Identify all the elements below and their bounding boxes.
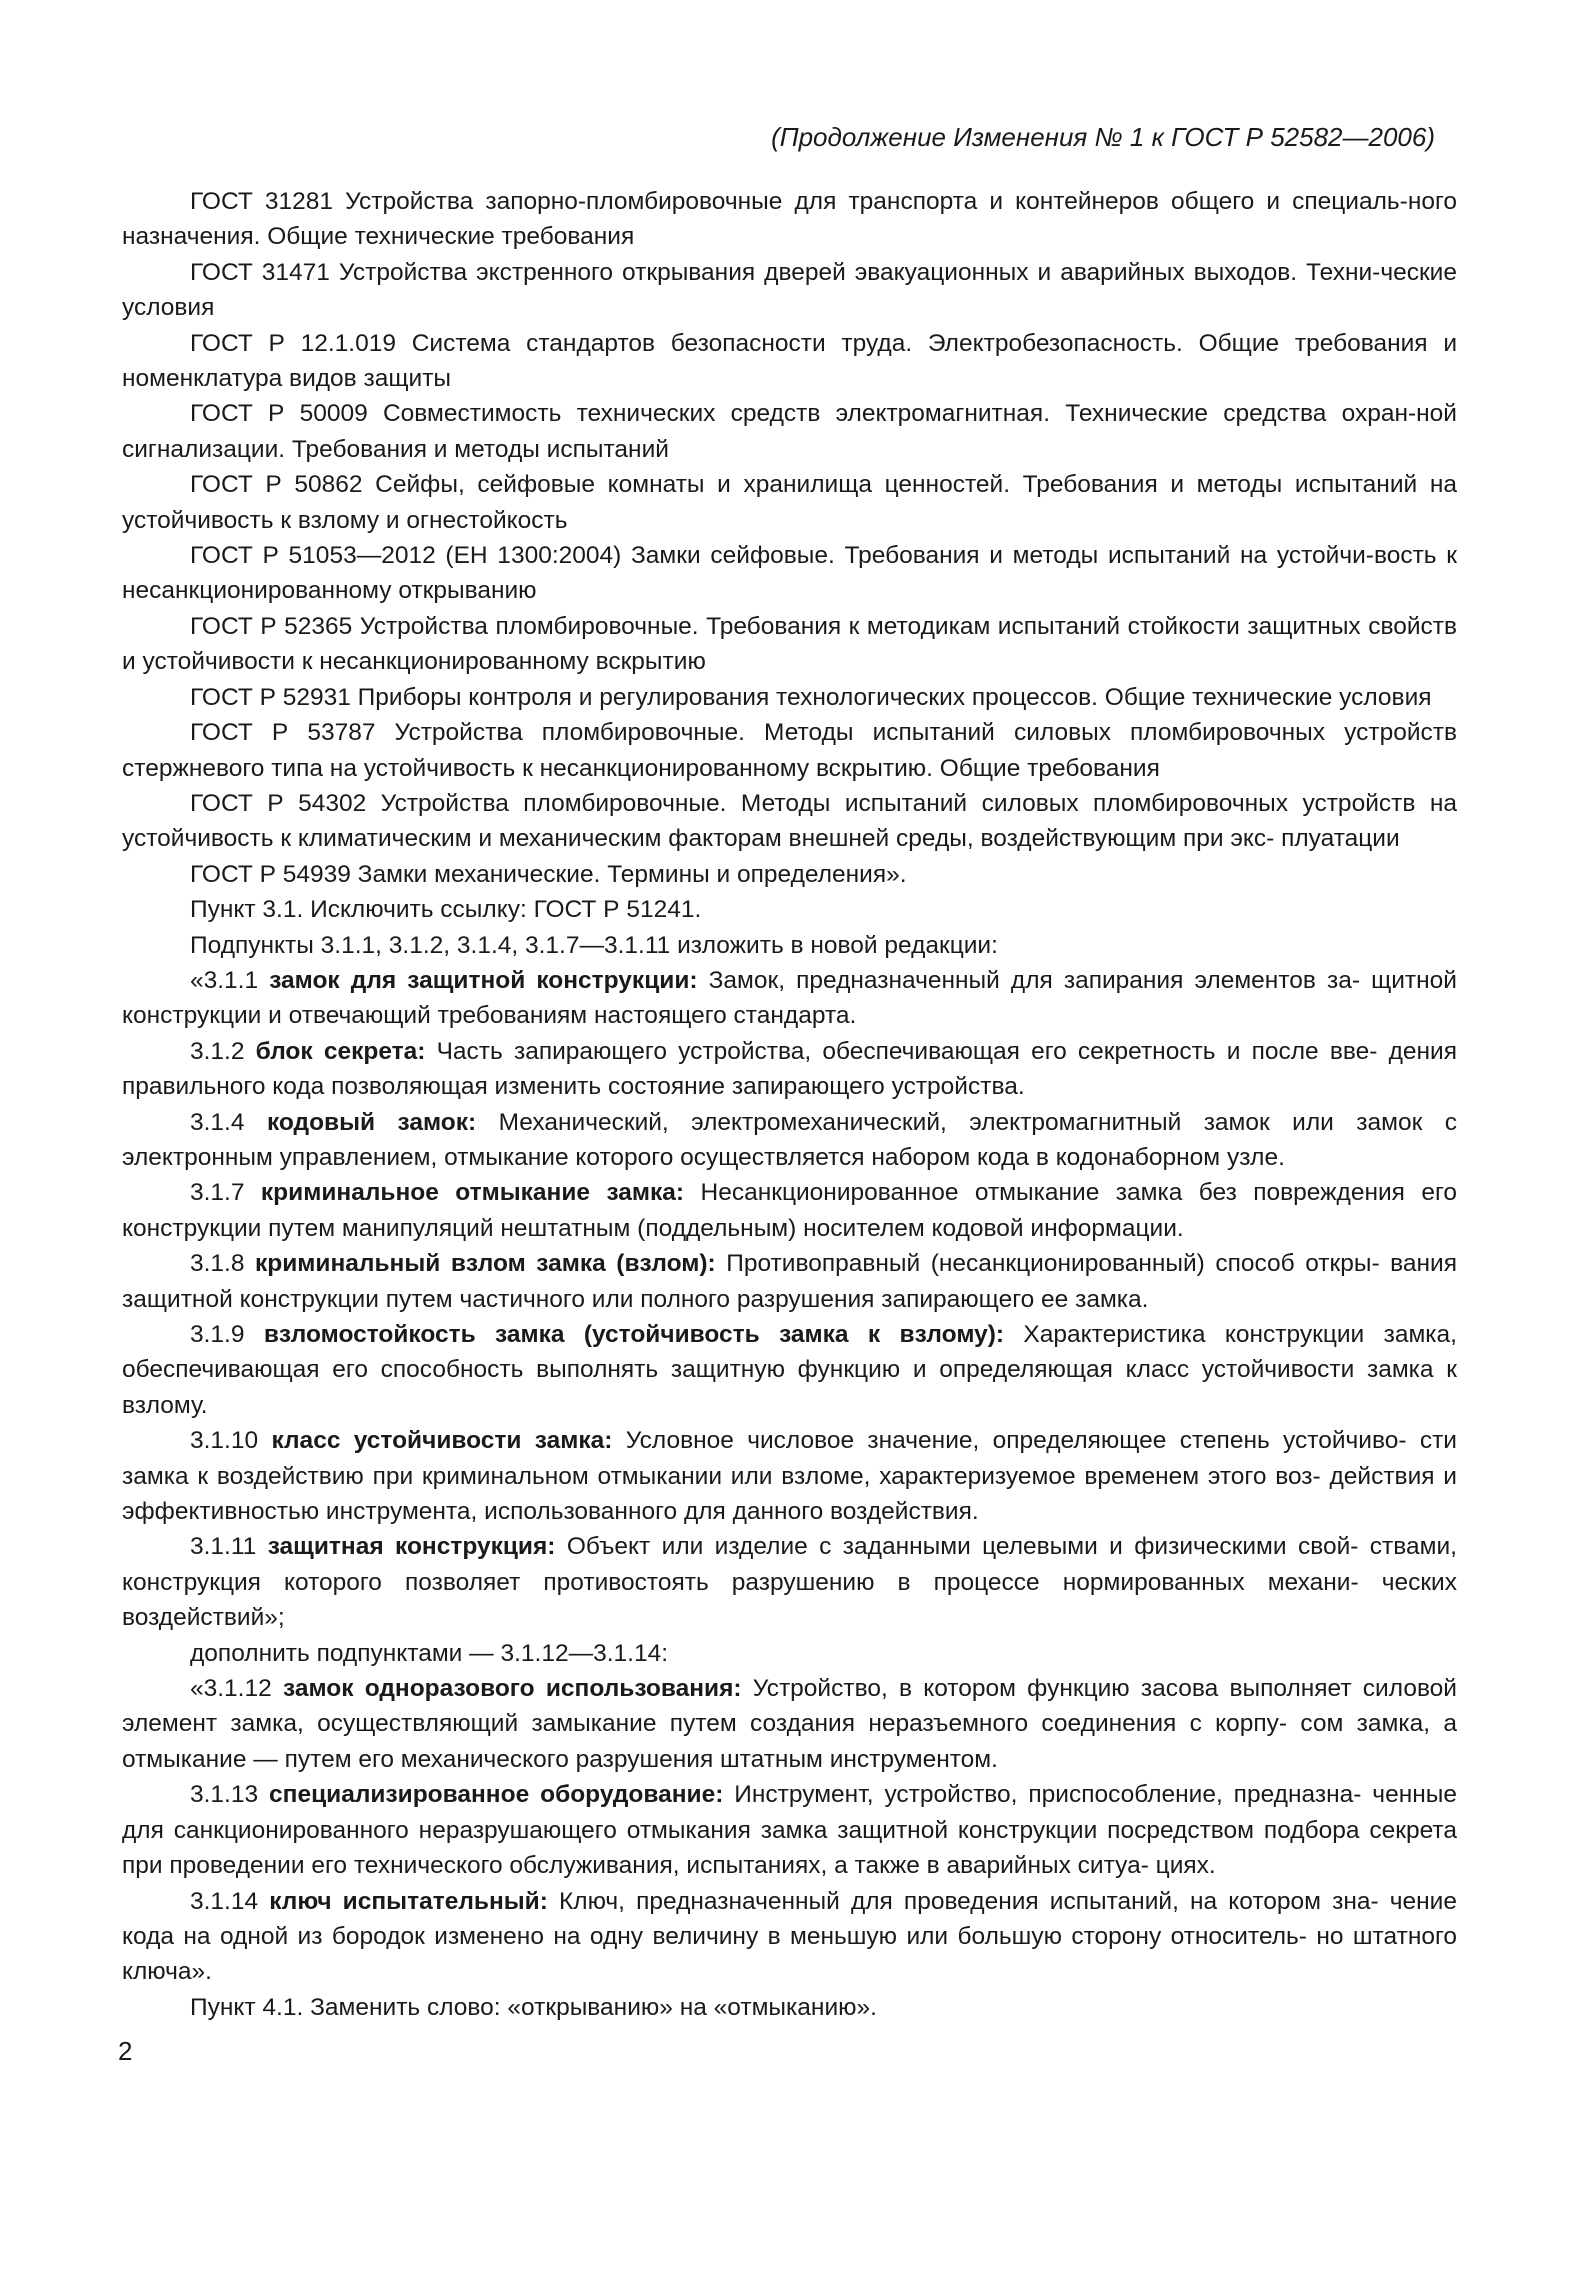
paragraph-text: Противоправный (несанкционированный) способ откры- вания защитной конструкции путем частичного или полного разрушения запирающего ее замка. xyxy=(122,1250,1457,1313)
paragraph-text: стержневого типа на устойчивость к несанкционированному вскрытию. Общие требования xyxy=(122,754,1160,782)
defined-term: замок одноразового использования: xyxy=(282,1675,742,1703)
paragraph-lead: Пункт 3.1. Исключить ссылку: ГОСТ Р 51241. xyxy=(190,896,702,924)
paragraph-lead: Пункт 4.1. Заменить слово: «открыванию» на «отмыканию». xyxy=(190,1993,877,2021)
paragraph-text: Замок, предназначенный для запирания элементов за- щитной конструкции и отвечающий требованиям настоящего стандарта. xyxy=(122,966,1457,1030)
paragraph-lead: ГОСТ 31471 Устройства экстренного открывания дверей эвакуационных и аварийных выходов. Техни- xyxy=(190,258,1381,286)
page-number: 2 xyxy=(118,2036,133,2066)
defined-term: специализированное оборудование: xyxy=(269,1781,724,1809)
paragraph-lead: ГОСТ Р 52365 Устройства пломбировочные. Требования к методикам испытаний стойкости защитных xyxy=(190,612,1361,640)
paragraph xyxy=(122,1529,1457,1635)
paragraph-text: Ключ, предназначенный для проведения испытаний, на котором зна- чение кода на одной из бородок изменено на одну величину в меньшую или большую сторону относитель- но штатного ключа». xyxy=(122,1887,1457,1986)
paragraph xyxy=(122,715,1457,786)
paragraph-text: на устойчивость к взлому и огнестойкость xyxy=(122,471,1457,534)
defined-term: блок секрета: xyxy=(255,1037,426,1065)
paragraph xyxy=(122,609,1457,680)
paragraph xyxy=(122,1636,1457,1671)
paragraph xyxy=(122,1990,1457,2025)
paragraph xyxy=(122,1317,1457,1423)
paragraph-lead: ГОСТ Р 50862 Сейфы, сейфовые комнаты и хранилища ценностей. Требования и методы испытаний xyxy=(190,471,1418,499)
paragraph-lead: 3.1.7 xyxy=(190,1179,261,1207)
paragraph-lead: 3.1.14 xyxy=(190,1887,270,1915)
paragraph-text: свойств и устойчивости к несанкционированному вскрытию xyxy=(122,612,1457,676)
paragraph-lead: «3.1.12 xyxy=(190,1675,283,1703)
paragraph-lead: дополнить подпунктами — 3.1.12—3.1.14: xyxy=(190,1639,669,1667)
paragraph xyxy=(122,928,1457,963)
paragraph-text: Часть запирающего устройства, обеспечивающая его секретность и после вве- дения правильного кода позволяющая изменить состояние запирающего устройства. xyxy=(122,1037,1457,1101)
paragraph xyxy=(122,1034,1457,1105)
paragraph xyxy=(122,396,1457,467)
paragraph xyxy=(122,326,1457,397)
paragraph-lead: ГОСТ Р 51053—2012 (ЕН 1300:2004) Замки сейфовые. Требования и методы испытаний на устойчи- xyxy=(190,542,1374,570)
paragraph-lead: ГОСТ 31281 Устройства запорно-пломбировочные для транспорта и контейнеров общего и специаль- xyxy=(190,188,1408,215)
paragraph-text: вость к несанкционированному открыванию xyxy=(122,542,1457,605)
paragraph-lead: 3.1.13 xyxy=(190,1781,270,1809)
paragraph xyxy=(122,963,1457,1034)
paragraph-text: условия xyxy=(1339,683,1432,711)
paragraph-lead: ГОСТ Р 12.1.019 Система стандартов безопасности труда. Электробезопасность. Общие требования xyxy=(190,329,1428,357)
paragraph xyxy=(122,680,1457,715)
paragraph-text: Объект или изделие с заданными целевыми и физическими свой- ствами, конструкция которого позволяет противостоять разрушению в процессе нормированных механи- ческих воздействий»; xyxy=(122,1533,1457,1632)
running-header: (Продолжение Изменения № 1 к ГОСТ Р 52582—2006) xyxy=(771,122,1435,152)
paragraph-lead: «3.1.1 xyxy=(190,966,270,994)
defined-term: взломостойкость замка (устойчивость замка к взлому): xyxy=(263,1321,1005,1348)
paragraph xyxy=(122,857,1457,892)
paragraph-text: Инструмент, устройство, приспособление, предназна- ченные для санкционированного неразрушающего отмыкания замка защитной конструкции посредством подбора секрета при проведении его технического обслуживания, испытаниях, а также в аварийных ситуа- циях. xyxy=(122,1781,1457,1880)
paragraph-text: на устойчивость к климатическим и механическим факторам внешней среды, воздействующим при экс- плуатации xyxy=(122,789,1457,853)
paragraph-text: ной сигнализации. Требования и методы испытаний xyxy=(122,400,1457,463)
paragraph-lead: 3.1.10 xyxy=(190,1427,272,1455)
paragraph xyxy=(122,786,1457,857)
defined-term: защитная конструкция: xyxy=(267,1533,556,1561)
paragraph-lead: 3.1.2 xyxy=(190,1037,256,1065)
defined-term: криминальный взлом замка (взлом): xyxy=(255,1250,716,1278)
paragraph xyxy=(122,1777,1457,1883)
paragraph xyxy=(122,1884,1457,1990)
paragraph xyxy=(122,1246,1457,1317)
paragraph xyxy=(122,892,1457,927)
paragraph-lead: ГОСТ Р 52931 Приборы контроля и регулирования технологических процессов. Общие технические xyxy=(190,683,1333,711)
paragraph xyxy=(122,1105,1457,1176)
paragraph-text: ного назначения. Общие технические требования xyxy=(122,188,1457,251)
paragraph-lead: 3.1.4 xyxy=(190,1108,267,1136)
paragraph xyxy=(122,467,1457,538)
paragraph xyxy=(122,1175,1457,1246)
paragraph-text: и номенклатура видов защиты xyxy=(122,329,1458,393)
paragraph-lead: Подпункты 3.1.1, 3.1.2, 3.1.4, 3.1.7—3.1.11 изложить в новой редакции: xyxy=(190,931,998,959)
paragraph xyxy=(122,184,1457,255)
defined-term: криминальное отмыкание замка: xyxy=(260,1179,685,1207)
defined-term: ключ испытательный: xyxy=(269,1887,548,1915)
defined-term: замок для защитной конструкции: xyxy=(269,966,698,994)
paragraph-text: ческие условия xyxy=(122,258,1457,322)
paragraph-text: Несанкционированное отмыкание замка без повреждения его конструкции путем манипуляций нештатным (поддельным) носителем кодовой информации. xyxy=(122,1179,1457,1242)
paragraph xyxy=(122,538,1457,609)
paragraph-text: Устройство, в котором функцию засова выполняет силовой элемент замка, осуществляющий замыкание путем создания неразъемного соединения с корпу- сом замка, а отмыкание — путем его механического разрушения штатным инструментом. xyxy=(122,1675,1457,1773)
paragraph-lead: ГОСТ Р 50009 Совместимость технических средств электромагнитная. Технические средства охран- xyxy=(190,400,1417,428)
paragraph-text: Механический, электромеханический, электромагнитный замок или замок с электронным управлением, отмыкание которого осуществляется набором кода в кодонаборном узле. xyxy=(122,1108,1457,1171)
paragraph-text: Условное числовое значение, определяющее степень устойчиво- сти замка к воздействию при криминальном отмыкании или взломе, характеризуемое временем этого воз- действия и эффективностью инструмента, использованного для данного воздействия. xyxy=(122,1427,1457,1526)
paragraph xyxy=(122,1423,1457,1529)
paragraph xyxy=(122,255,1457,326)
paragraph-text: Характеристика конструкции замка, обеспечивающая его способность выполнять защитную функцию и определяющая класс устойчивости замка к взлому. xyxy=(122,1321,1457,1419)
defined-term: класс устойчивости замка: xyxy=(271,1427,613,1455)
paragraph-lead: ГОСТ Р 54939 Замки механические. Термины и определения». xyxy=(190,860,907,888)
paragraph-lead: 3.1.11 xyxy=(190,1533,268,1561)
paragraph-lead: ГОСТ Р 54302 Устройства пломбировочные. Методы испытаний силовых пломбировочных устройств xyxy=(190,789,1416,817)
defined-term: кодовый замок: xyxy=(266,1108,477,1136)
paragraph-lead: 3.1.8 xyxy=(190,1250,256,1278)
paragraph xyxy=(122,1671,1457,1777)
paragraph-lead: ГОСТ Р 53787 Устройства пломбировочные. Методы испытаний силовых пломбировочных устройств xyxy=(190,719,1457,747)
document-body xyxy=(122,184,1457,2025)
paragraph-lead: 3.1.9 xyxy=(190,1321,264,1348)
